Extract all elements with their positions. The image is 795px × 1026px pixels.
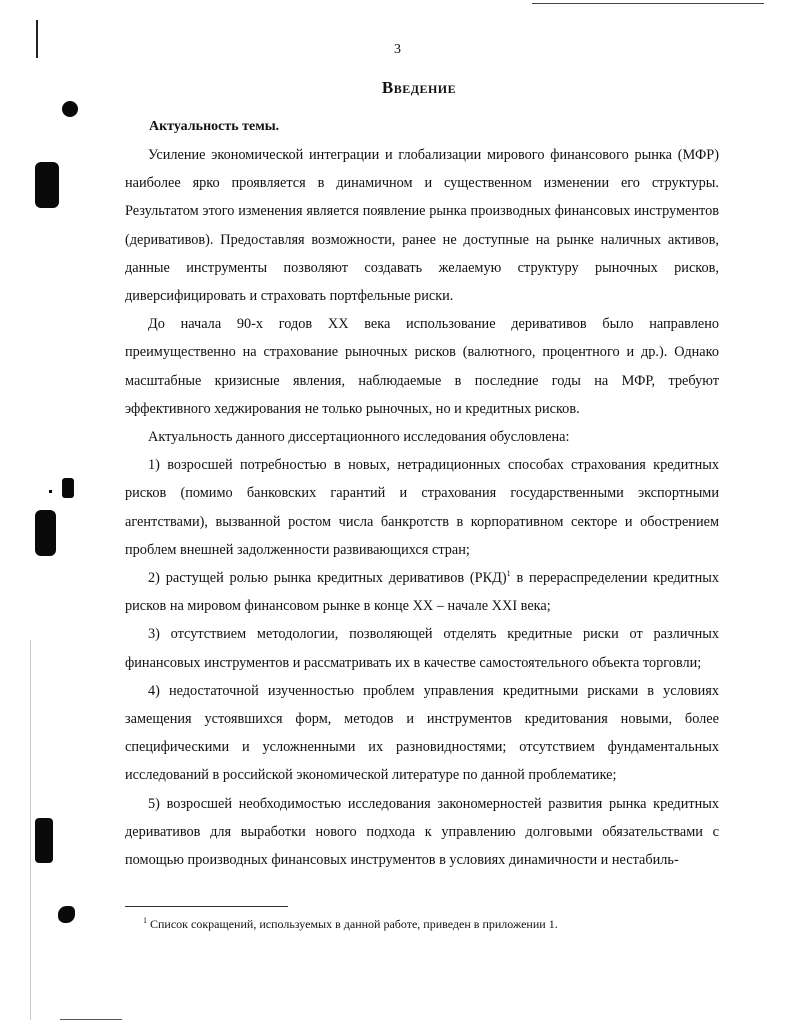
paragraph-text: 2) растущей ролью рынка кредитных деривативов (РКД) bbox=[148, 570, 507, 587]
body-text bbox=[125, 141, 719, 874]
punch-hole-mark bbox=[35, 510, 56, 556]
paragraph: 3) отсутствием методологии, позволяющей отделять кредитные риски от различных финансовых инструментов и рассматривать их в качестве самостоятельного объекта торговли; bbox=[125, 626, 719, 671]
scan-top-rule bbox=[532, 3, 764, 4]
footnote-text: Список сокращений, используемых в данной работе, приведен в приложении 1. bbox=[150, 917, 558, 931]
paragraph: 5) возросшей необходимостью исследования закономерностей развития рынка кредитных деривативов для выработки нового подхода к управлению долговыми обязательствами с помощью производных финансовых инструментов в условиях динамичности и нестабиль- bbox=[125, 795, 719, 869]
punch-hole-mark bbox=[62, 101, 78, 117]
punch-hole-mark bbox=[62, 478, 74, 498]
section-subtitle: Актуальность темы. bbox=[149, 119, 280, 134]
footnote-marker: 1 bbox=[143, 916, 147, 925]
paragraph: До начала 90-х годов XX века использование деривативов было направлено преимущественно на страхование рыночных рисков (валютного, процентного и др.). Однако масштабные кризисные явления, наблюдаемые в последние годы на МФР, требуют эффективного хеджирования не только рыночных, но и кредитных рисков. bbox=[125, 316, 719, 417]
paragraph: Актуальность данного диссертационного исследования обусловлена: bbox=[148, 429, 570, 446]
scan-left-margin-line bbox=[30, 640, 31, 1020]
punch-hole-mark bbox=[35, 162, 59, 208]
page-number: 3 bbox=[394, 42, 401, 57]
scan-bottom-rule bbox=[60, 1019, 122, 1020]
paragraph: 4) недостаточной изученностью проблем управления кредитными рисками в условиях замещения устоявшихся форм, методов и инструментов кредитования новыми, более специфическими и усложненными их разновидностями; отсутствием фундаментальных исследований в российской экономической литературе по данной проблематике; bbox=[125, 682, 719, 784]
punch-hole-mark bbox=[35, 818, 53, 863]
paragraph: 1) возросшей потребностью в новых, нетрадиционных способах страхования кредитных рисков (помимо банковских гарантий и страхования государственными экспортными агентствами), вызванной ростом числа банкротств в корпоративном секторе и обострением проблем внешней задолженности развивающихся стран; bbox=[125, 457, 719, 558]
page-title: Введение bbox=[381, 78, 457, 97]
paragraph bbox=[125, 564, 719, 620]
punch-hole-mark bbox=[58, 906, 75, 923]
footnote-ref: 1 bbox=[506, 569, 511, 579]
paragraph: Усиление экономической интеграции и глобализации мирового финансового рынка (МФР) наиболее ярко проявляется в динамичном и существенном изменении его структуры. Результатом этого изменения является появление рынка производных финансовых инструментов (деривативов). Предоставляя возможности, ранее не доступные на рынке наличных активов, данные инструменты позволяют создавать желаемую структуру рыночных рисков, диверсифицировать и страховать портфельные риски. bbox=[125, 147, 719, 305]
footnote bbox=[143, 916, 558, 932]
paragraph-text: в перераспределении кредитных рисков на мировом финансовом рынке в конце XX – начале XXI века; bbox=[125, 570, 719, 615]
footnote-separator bbox=[125, 906, 288, 907]
punch-hole-mark bbox=[49, 490, 52, 493]
